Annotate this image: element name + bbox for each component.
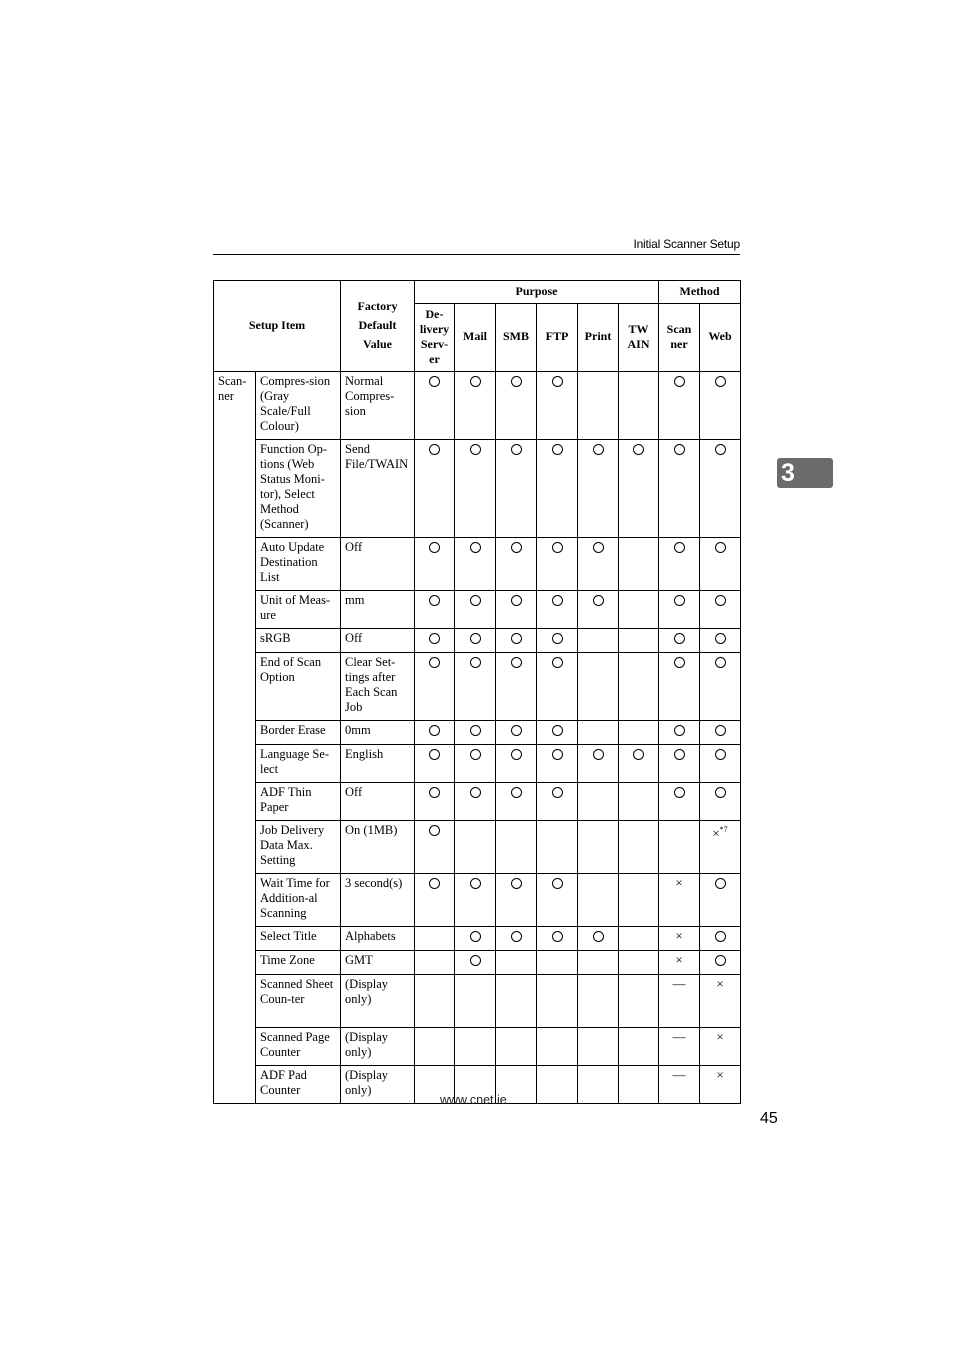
mark-cell [700, 440, 741, 538]
mark-cell [619, 874, 659, 927]
header-setup-item: Setup Item [214, 281, 341, 372]
header-factory-default: Factory Default Value [341, 281, 415, 372]
mark-cell [415, 653, 455, 721]
mark-cell [619, 1066, 659, 1104]
mark-cell [659, 372, 700, 440]
mark-cell [578, 538, 619, 591]
table-row [214, 874, 741, 927]
setup-item-cell: Select Title [256, 927, 341, 951]
mark-cell [455, 821, 496, 874]
available-circle-icon [552, 787, 563, 798]
available-circle-icon [674, 787, 685, 798]
mark-cell [659, 1028, 700, 1066]
mark-cell [415, 874, 455, 927]
mark-cell [537, 1028, 578, 1066]
mark-cell [415, 951, 455, 975]
chapter-number: 3 [781, 459, 795, 487]
available-circle-icon [674, 725, 685, 736]
mark-cell [537, 821, 578, 874]
available-circle-icon [470, 787, 481, 798]
mark-cell [455, 440, 496, 538]
available-circle-icon [429, 444, 440, 455]
mark-cell [578, 874, 619, 927]
mark-cell [496, 783, 537, 821]
mark-cell [578, 783, 619, 821]
mark-cell [455, 975, 496, 1028]
mark-cell [619, 372, 659, 440]
mark-cell [619, 1028, 659, 1066]
available-circle-icon [470, 444, 481, 455]
setup-item-cell: Auto Update Destination List [256, 538, 341, 591]
default-value-cell: GMT [341, 951, 415, 975]
mark-cell [619, 538, 659, 591]
mark-cell [578, 372, 619, 440]
mark-cell [496, 951, 537, 975]
mark-cell [455, 653, 496, 721]
mark-cell [578, 745, 619, 783]
mark-cell [537, 1066, 578, 1104]
default-value-cell: Clear Set-tings after Each Scan Job [341, 653, 415, 721]
col-twain: TW AIN [619, 304, 659, 372]
mark-cell [578, 927, 619, 951]
available-circle-icon [470, 931, 481, 942]
cross-icon: × [716, 1029, 724, 1044]
mark-cell [700, 821, 741, 874]
table-row [214, 629, 741, 653]
col-ftp: FTP [537, 304, 578, 372]
available-circle-icon [593, 542, 604, 553]
available-circle-icon [511, 878, 522, 889]
available-circle-icon [429, 787, 440, 798]
default-value-cell: (Display only) [341, 1028, 415, 1066]
default-value-cell: Send File/TWAIN [341, 440, 415, 538]
setup-item-cell: Function Op-tions (Web Status Moni-tor), Select Method (Scanner) [256, 440, 341, 538]
available-circle-icon [470, 376, 481, 387]
available-circle-icon [674, 542, 685, 553]
mark-cell [415, 1028, 455, 1066]
mark-cell [578, 721, 619, 745]
available-circle-icon [715, 657, 726, 668]
default-value-cell: Alphabets [341, 927, 415, 951]
available-circle-icon [593, 444, 604, 455]
default-value-cell: mm [341, 591, 415, 629]
mark-cell [619, 745, 659, 783]
mark-cell [455, 783, 496, 821]
available-circle-icon [429, 633, 440, 644]
available-circle-icon [593, 931, 604, 942]
mark-cell [578, 440, 619, 538]
mark-cell [619, 821, 659, 874]
setup-table [213, 280, 741, 1104]
mark-cell [415, 821, 455, 874]
setup-item-cell: Language Se-lect [256, 745, 341, 783]
cross-icon: × [716, 1067, 724, 1082]
mark-cell [700, 372, 741, 440]
available-circle-icon [715, 376, 726, 387]
available-circle-icon [511, 787, 522, 798]
available-circle-icon [593, 749, 604, 760]
setup-item-cell: Unit of Meas-ure [256, 591, 341, 629]
mark-cell [659, 821, 700, 874]
mark-cell [496, 538, 537, 591]
mark-cell [415, 629, 455, 653]
mark-cell [578, 975, 619, 1028]
dash-icon: — [672, 1067, 686, 1082]
header-rule [213, 254, 740, 255]
mark-cell [659, 951, 700, 975]
setup-item-cell: Time Zone [256, 951, 341, 975]
mark-cell [700, 927, 741, 951]
mark-cell [415, 372, 455, 440]
mark-cell [537, 538, 578, 591]
available-circle-icon [429, 825, 440, 836]
cross-icon: × [675, 875, 683, 890]
cross-icon: × [675, 928, 683, 943]
mark-cell [496, 927, 537, 951]
available-circle-icon [552, 376, 563, 387]
mark-cell [700, 721, 741, 745]
mark-cell [455, 1028, 496, 1066]
mark-cell [578, 1028, 619, 1066]
available-circle-icon [511, 725, 522, 736]
mark-cell [659, 1066, 700, 1104]
mark-cell [578, 591, 619, 629]
mark-cell [578, 951, 619, 975]
mark-cell [455, 538, 496, 591]
table-row [214, 745, 741, 783]
available-circle-icon [633, 749, 644, 760]
available-circle-icon [470, 955, 481, 966]
mark-cell [415, 721, 455, 745]
available-circle-icon [715, 955, 726, 966]
mark-cell [537, 927, 578, 951]
available-circle-icon [633, 444, 644, 455]
table-row [214, 721, 741, 745]
footer-url: www.cnet.ie [440, 1093, 507, 1107]
default-value-cell: Off [341, 629, 415, 653]
mark-cell [578, 629, 619, 653]
available-circle-icon [552, 749, 563, 760]
mark-cell [496, 372, 537, 440]
available-circle-icon [715, 878, 726, 889]
default-value-cell: (Display only) [341, 975, 415, 1028]
mark-cell [700, 1066, 741, 1104]
mark-cell [496, 629, 537, 653]
mark-cell [700, 951, 741, 975]
mark-cell [619, 591, 659, 629]
default-value-cell: Off [341, 783, 415, 821]
header-method: Method [659, 281, 741, 304]
mark-cell [537, 591, 578, 629]
mark-cell [415, 927, 455, 951]
default-value-cell: Off [341, 538, 415, 591]
table-body [214, 372, 741, 1104]
available-circle-icon [511, 444, 522, 455]
available-circle-icon [511, 542, 522, 553]
mark-cell [496, 591, 537, 629]
category-cell: Scan-ner [214, 372, 256, 1104]
available-circle-icon [511, 749, 522, 760]
available-circle-icon [715, 931, 726, 942]
available-circle-icon [674, 749, 685, 760]
mark-cell [415, 783, 455, 821]
available-circle-icon [511, 657, 522, 668]
default-value-cell: On (1MB) [341, 821, 415, 874]
available-circle-icon [470, 878, 481, 889]
mark-cell [415, 591, 455, 629]
available-circle-icon [470, 657, 481, 668]
mark-cell [496, 874, 537, 927]
available-circle-icon [511, 595, 522, 606]
available-circle-icon [429, 595, 440, 606]
mark-cell [659, 874, 700, 927]
available-circle-icon [674, 595, 685, 606]
mark-cell [415, 440, 455, 538]
chapter-tab [777, 458, 833, 488]
table-row [214, 372, 741, 440]
mark-cell [537, 951, 578, 975]
available-circle-icon [552, 633, 563, 644]
setup-item-cell: End of Scan Option [256, 653, 341, 721]
default-value-cell: 3 second(s) [341, 874, 415, 927]
available-circle-icon [552, 657, 563, 668]
mark-cell [700, 629, 741, 653]
setup-item-cell: Wait Time for Addition-al Scanning [256, 874, 341, 927]
mark-cell [619, 927, 659, 951]
mark-cell [700, 783, 741, 821]
default-value-cell: 0mm [341, 721, 415, 745]
available-circle-icon [552, 931, 563, 942]
mark-cell [537, 440, 578, 538]
mark-cell [659, 927, 700, 951]
mark-cell [455, 745, 496, 783]
mark-cell [537, 745, 578, 783]
cross-icon: × [675, 952, 683, 967]
mark-cell [700, 653, 741, 721]
mark-cell [496, 721, 537, 745]
col-mail: Mail [455, 304, 496, 372]
setup-item-cell: Job Delivery Data Max. Setting [256, 821, 341, 874]
mark-cell [619, 783, 659, 821]
mark-cell [619, 440, 659, 538]
table-row [214, 975, 741, 1028]
col-print: Print [578, 304, 619, 372]
mark-cell [496, 440, 537, 538]
mark-cell [537, 629, 578, 653]
table-row [214, 1028, 741, 1066]
mark-cell [700, 874, 741, 927]
mark-cell [415, 975, 455, 1028]
setup-item-cell: Scanned Page Counter [256, 1028, 341, 1066]
mark-cell [496, 975, 537, 1028]
default-value-cell: English [341, 745, 415, 783]
available-circle-icon [552, 595, 563, 606]
table-row [214, 821, 741, 874]
available-circle-icon [470, 725, 481, 736]
mark-cell [700, 745, 741, 783]
mark-cell [578, 653, 619, 721]
available-circle-icon [470, 595, 481, 606]
mark-cell [496, 745, 537, 783]
mark-cell [455, 721, 496, 745]
mark-cell [578, 1066, 619, 1104]
mark-cell [619, 975, 659, 1028]
setup-item-cell: ADF Pad Counter [256, 1066, 341, 1104]
available-circle-icon [429, 878, 440, 889]
available-circle-icon [593, 595, 604, 606]
mark-cell [415, 745, 455, 783]
default-value-cell: Normal Compres-sion [341, 372, 415, 440]
available-circle-icon [715, 542, 726, 553]
mark-cell [537, 721, 578, 745]
running-header: Initial Scanner Setup [633, 237, 740, 251]
mark-cell [659, 653, 700, 721]
mark-cell [455, 591, 496, 629]
cross-footnote-icon: ×$^{*7}$ [712, 825, 728, 841]
available-circle-icon [552, 542, 563, 553]
available-circle-icon [715, 444, 726, 455]
mark-cell [659, 591, 700, 629]
mark-cell [659, 783, 700, 821]
mark-cell [659, 440, 700, 538]
table-row [214, 591, 741, 629]
mark-cell [455, 629, 496, 653]
mark-cell [455, 927, 496, 951]
available-circle-icon [552, 725, 563, 736]
mark-cell [496, 821, 537, 874]
table-row [214, 927, 741, 951]
available-circle-icon [674, 657, 685, 668]
available-circle-icon [674, 444, 685, 455]
mark-cell [537, 653, 578, 721]
table-row [214, 653, 741, 721]
setup-item-cell: Scanned Sheet Coun-ter [256, 975, 341, 1028]
mark-cell [415, 538, 455, 591]
setup-item-cell: Border Erase [256, 721, 341, 745]
available-circle-icon [511, 931, 522, 942]
available-circle-icon [470, 542, 481, 553]
mark-cell [700, 591, 741, 629]
available-circle-icon [511, 633, 522, 644]
available-circle-icon [715, 787, 726, 798]
dash-icon: — [672, 1029, 686, 1044]
available-circle-icon [552, 878, 563, 889]
cross-icon: × [716, 976, 724, 991]
default-value-cell: (Display only) [341, 1066, 415, 1104]
available-circle-icon [470, 633, 481, 644]
available-circle-icon [429, 725, 440, 736]
mark-cell [659, 629, 700, 653]
available-circle-icon [674, 633, 685, 644]
mark-cell [496, 653, 537, 721]
col-web: Web [700, 304, 741, 372]
mark-cell [659, 745, 700, 783]
available-circle-icon [715, 725, 726, 736]
available-circle-icon [429, 657, 440, 668]
available-circle-icon [429, 376, 440, 387]
table-row [214, 783, 741, 821]
available-circle-icon [552, 444, 563, 455]
table-row [214, 440, 741, 538]
mark-cell [619, 721, 659, 745]
mark-cell [700, 1028, 741, 1066]
col-scanner: Scan ner [659, 304, 700, 372]
table-row [214, 538, 741, 591]
mark-cell [578, 821, 619, 874]
available-circle-icon [470, 749, 481, 760]
setup-item-cell: sRGB [256, 629, 341, 653]
setup-item-cell: Compres-sion (Gray Scale/Full Colour) [256, 372, 341, 440]
mark-cell [537, 783, 578, 821]
available-circle-icon [674, 376, 685, 387]
available-circle-icon [715, 595, 726, 606]
dash-icon: — [672, 976, 686, 991]
available-circle-icon [429, 542, 440, 553]
available-circle-icon [715, 749, 726, 760]
mark-cell [659, 975, 700, 1028]
mark-cell [537, 372, 578, 440]
mark-cell [455, 951, 496, 975]
table-row [214, 951, 741, 975]
col-smb: SMB [496, 304, 537, 372]
available-circle-icon [715, 633, 726, 644]
mark-cell [619, 653, 659, 721]
mark-cell [700, 975, 741, 1028]
page-number: 45 [760, 1110, 778, 1127]
mark-cell [619, 951, 659, 975]
mark-cell [700, 538, 741, 591]
mark-cell [537, 874, 578, 927]
mark-cell [659, 721, 700, 745]
available-circle-icon [511, 376, 522, 387]
mark-cell [455, 372, 496, 440]
header-purpose: Purpose [415, 281, 659, 304]
mark-cell [659, 538, 700, 591]
mark-cell [496, 1028, 537, 1066]
mark-cell [537, 975, 578, 1028]
setup-item-cell: ADF Thin Paper [256, 783, 341, 821]
col-delivery-server: De-livery Serv-er [415, 304, 455, 372]
available-circle-icon [429, 749, 440, 760]
mark-cell [619, 629, 659, 653]
mark-cell [455, 874, 496, 927]
